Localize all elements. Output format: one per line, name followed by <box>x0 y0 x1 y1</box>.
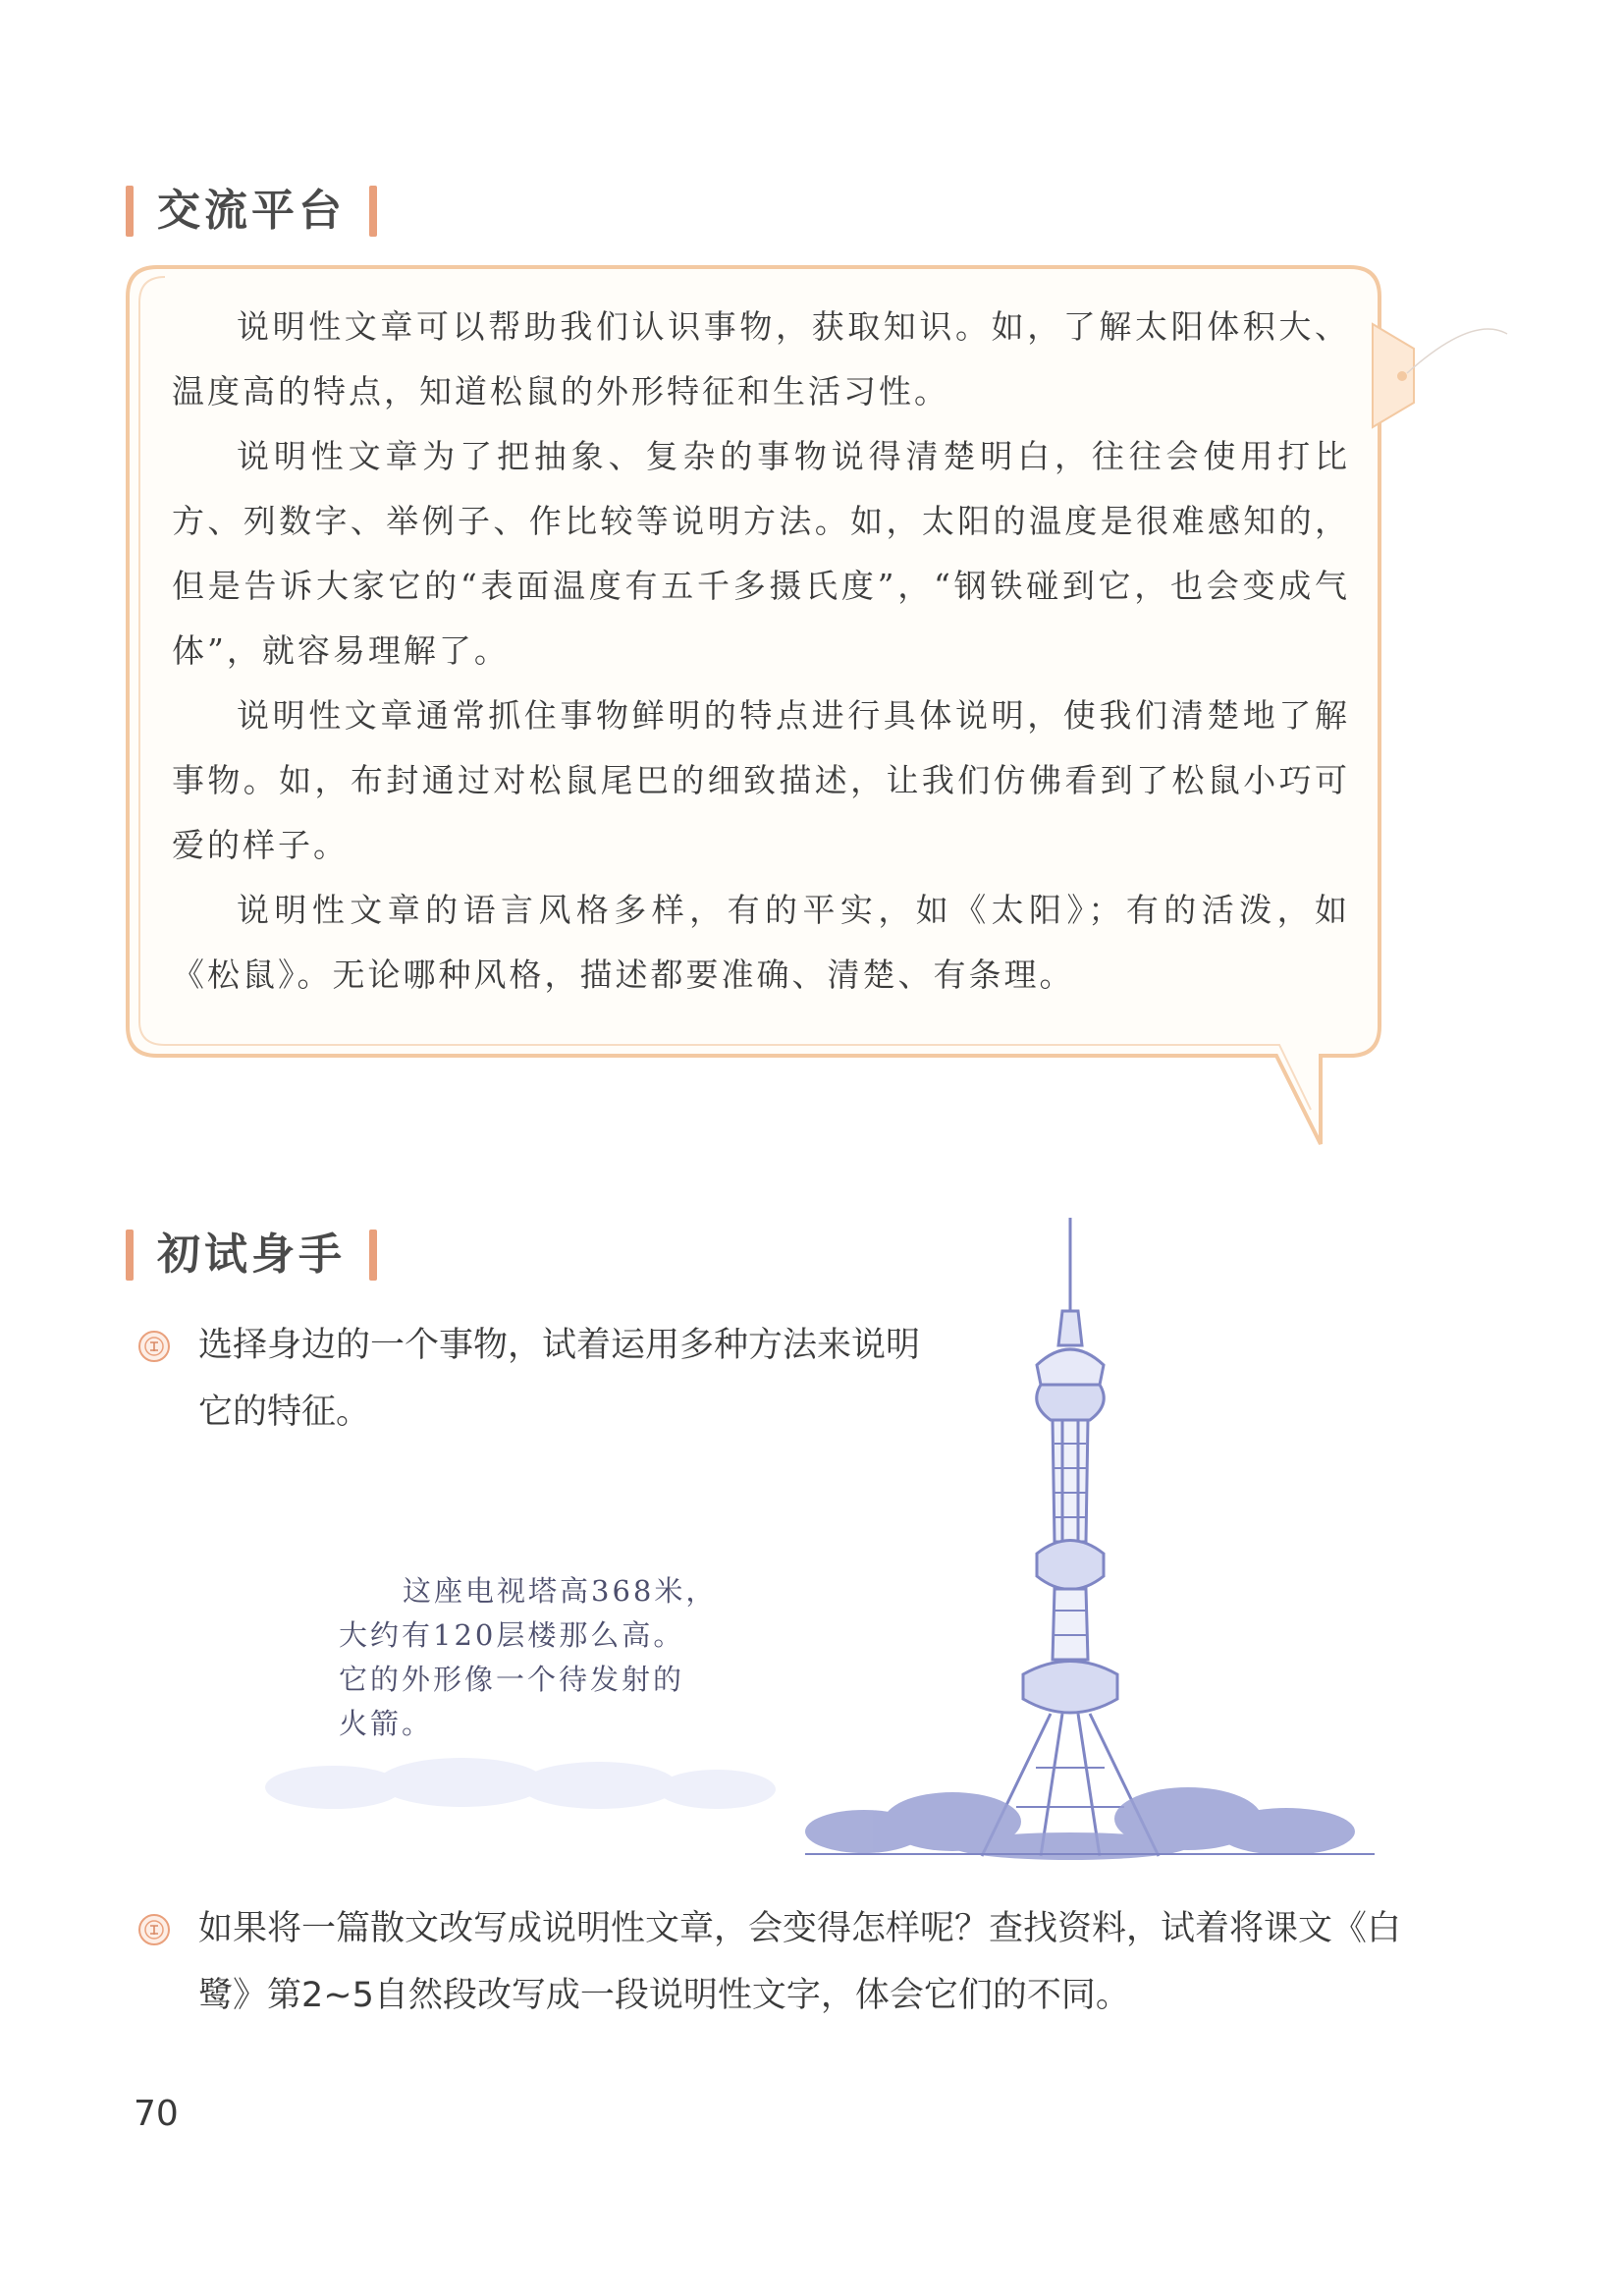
paragraph: 说明性文章通常抓住事物鲜明的特点进行具体说明，使我们清楚地了解事物。如，布封通过对松鼠尾巴的细致描述，让我们仿佛看到了松鼠小巧可爱的样子。 <box>172 696 1350 864</box>
lesson-seal-icon <box>137 1330 171 1363</box>
tv-tower-illustration <box>805 1218 1375 1866</box>
faint-shrubs-illustration <box>265 1728 776 1817</box>
hang-tag-icon <box>1373 324 1507 427</box>
section-header-trial <box>126 1221 377 1289</box>
header-bar-right <box>369 1230 377 1281</box>
header-bar-left <box>126 1230 134 1281</box>
tower-caption <box>339 1569 727 1746</box>
section-title: 交流平台 <box>157 186 346 236</box>
exercise-text: 选择身边的一个事物，试着运用多种方法来说明它的特征。 <box>198 1326 921 1432</box>
paragraph: 说明性文章的语言风格多样，有的平实，如《太阳》；有的活泼，如《松鼠》。无论哪种风格，描述都要准确、清楚、有条理。 <box>172 891 1350 994</box>
lesson-seal-icon <box>137 1913 171 1946</box>
section-title: 初试身手 <box>157 1230 346 1280</box>
bubble-text <box>172 295 1350 1008</box>
paragraph: 说明性文章可以帮助我们认识事物，获取知识。如，了解太阳体积大、温度高的特点，知道松鼠的外形特征和生活习性。 <box>172 307 1350 410</box>
caption-line: 火箭。 <box>339 1707 434 1740</box>
exercise-item <box>137 1895 1414 2029</box>
caption-line: 它的外形像一个待发射的 <box>339 1663 685 1696</box>
caption-line: 这座电视塔高368米， <box>403 1574 718 1608</box>
page-number: 70 <box>134 2094 179 2134</box>
caption-line: 大约有120层楼那么高。 <box>339 1618 685 1652</box>
exercise-text: 如果将一篇散文改写成说明性文章，会变得怎样呢？查找资料，试着将课文《白鹭》第2~5自然段改写成一段说明性文字，体会它们的不同。 <box>198 1909 1402 2015</box>
paragraph: 说明性文章为了把抽象、复杂的事物说得清楚明白，往往会使用打比方、列数字、举例子、作比较等说明方法。如，太阳的温度是很难感知的，但是告诉大家它的“表面温度有五千多摄氏度”，“钢铁碰到它，也会变成气体”，就容易理解了。 <box>172 437 1350 670</box>
